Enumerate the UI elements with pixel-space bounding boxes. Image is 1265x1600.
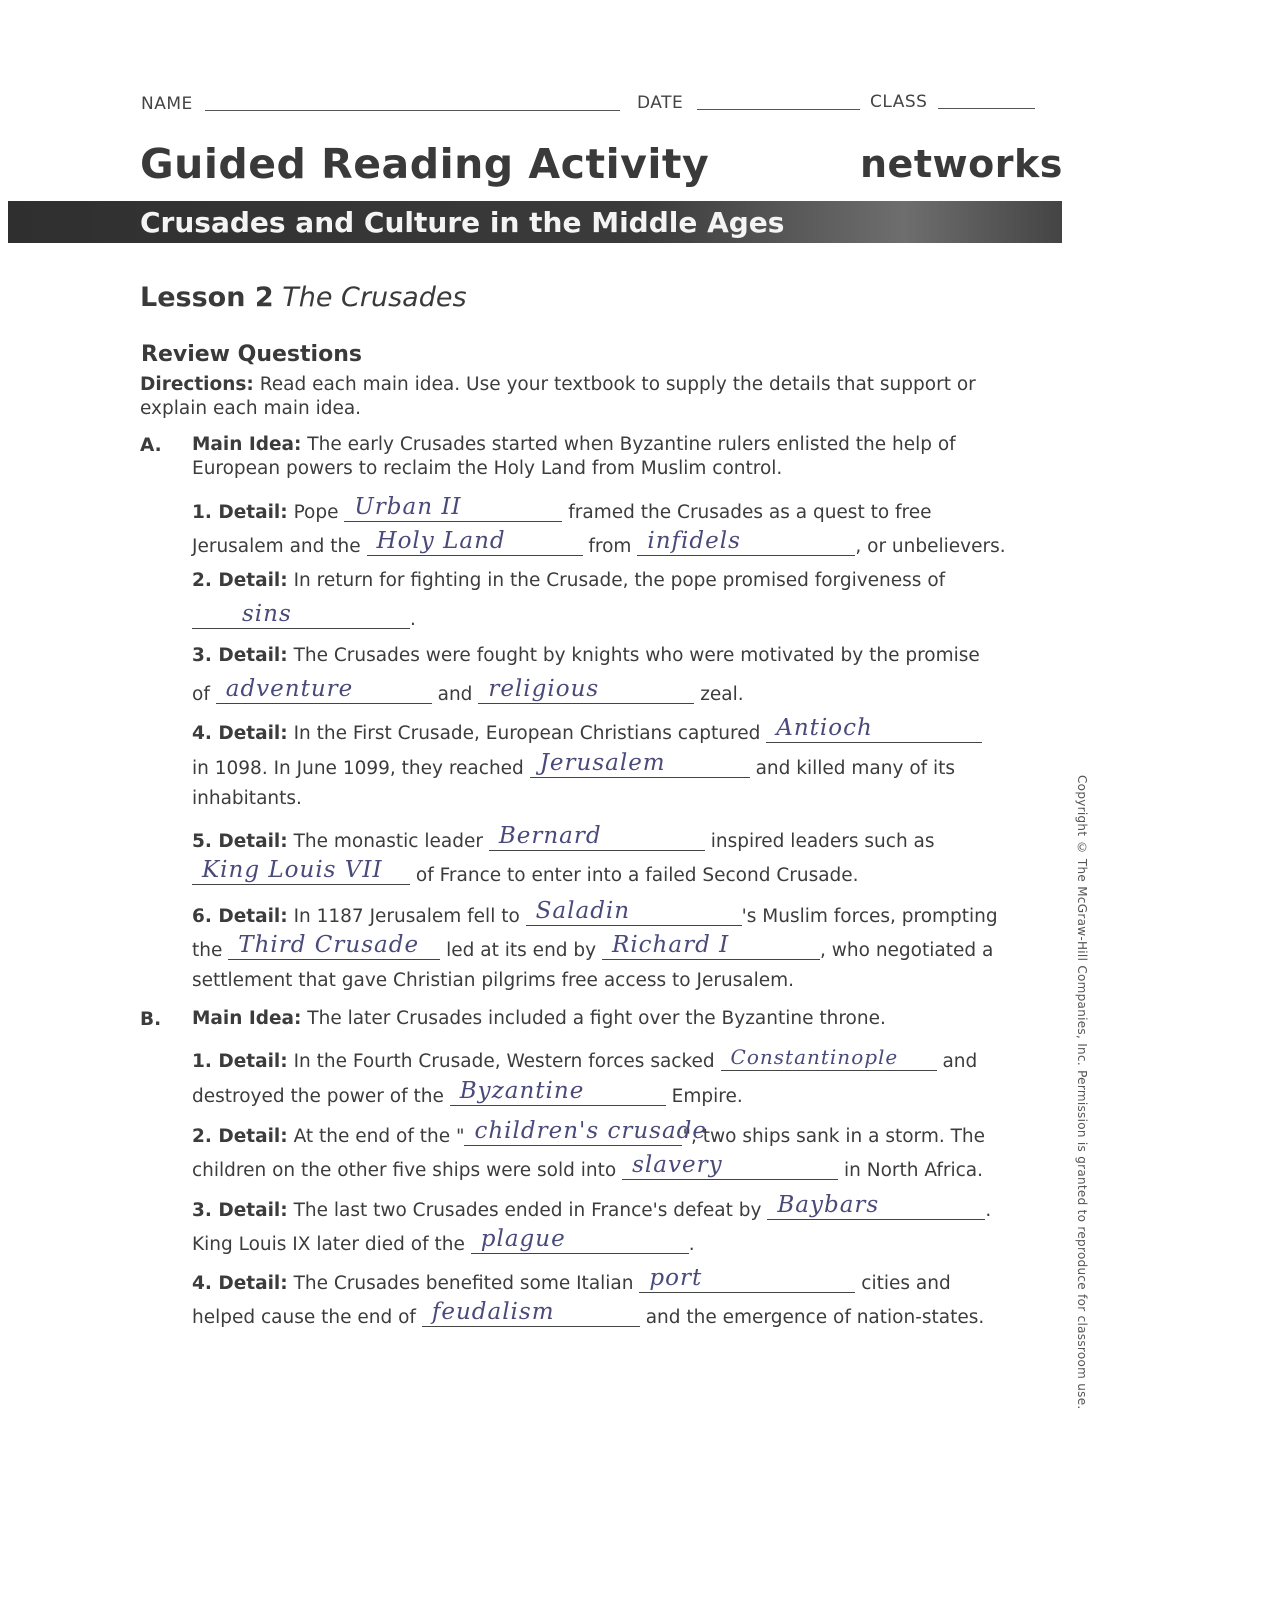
date-field[interactable]	[697, 109, 860, 110]
handwriting: Byzantine	[459, 1078, 585, 1104]
text: ", two ships sank in a storm. The	[682, 1126, 986, 1147]
text: The monastic leader	[293, 831, 483, 852]
directions-line2: explain each main idea.	[140, 398, 362, 419]
b4-answer2[interactable]	[422, 1299, 640, 1327]
text: in North Africa.	[843, 1160, 983, 1181]
class-field[interactable]	[938, 108, 1035, 109]
section-a-main-idea	[192, 434, 956, 455]
text: framed the Crusades as a quest to free	[568, 502, 932, 523]
text: zeal.	[700, 684, 744, 705]
handwriting: infidels	[647, 528, 741, 554]
handwriting: Antioch	[776, 715, 873, 741]
a6-answer1[interactable]	[526, 898, 742, 926]
num: 3.	[192, 1200, 212, 1221]
b3-answer2[interactable]	[471, 1226, 689, 1254]
b4-line1	[192, 1265, 951, 1294]
main-idea-label: Main Idea:	[192, 1008, 302, 1029]
name-label: NAME	[141, 94, 193, 114]
name-field[interactable]	[205, 110, 620, 111]
text: .	[410, 609, 416, 630]
text: King Louis IX later died of the	[192, 1234, 465, 1255]
text: and	[437, 684, 473, 705]
handwriting: Bernard	[498, 823, 602, 849]
handwriting: feudalism	[431, 1299, 555, 1325]
b1-line1	[192, 1046, 977, 1072]
a3-answer2[interactable]	[478, 676, 694, 704]
copyright-notice	[1075, 775, 1095, 1410]
text: the	[192, 940, 223, 961]
b4-answer1[interactable]	[639, 1265, 855, 1293]
detail-label: Detail:	[218, 723, 288, 744]
text: 's Muslim forces, prompting	[741, 906, 998, 927]
handwriting: Holy Land	[376, 528, 506, 554]
b1-answer1[interactable]	[721, 1046, 937, 1071]
handwriting: port	[649, 1265, 703, 1291]
detail-label: Detail:	[218, 906, 288, 927]
handwriting: Richard I	[612, 932, 730, 958]
page-title: Guided Reading Activity	[140, 140, 710, 188]
text: Empire.	[671, 1086, 743, 1107]
handwriting: Saladin	[535, 898, 631, 924]
text: in 1098. In June 1099, they reached	[192, 758, 524, 779]
a1-line2	[192, 528, 1006, 557]
text: The Crusades were fought by knights who were motivated by the promise	[293, 645, 980, 666]
text: In return for fighting in the Crusade, the pope promised forgiveness of	[293, 570, 946, 591]
a3-answer1[interactable]	[216, 676, 432, 704]
text: of France to enter into a failed Second Crusade.	[415, 865, 859, 886]
handwriting: children's crusade	[474, 1118, 707, 1144]
num: 5.	[192, 831, 212, 852]
a2-answer1[interactable]	[192, 601, 410, 629]
a6-answer3[interactable]	[602, 932, 820, 960]
text: , or unbelievers.	[855, 536, 1006, 557]
num: 2.	[192, 570, 212, 591]
text: and killed many of its	[755, 758, 956, 779]
a4-line1	[192, 715, 982, 744]
detail-label: Detail:	[218, 831, 288, 852]
letter: B.	[140, 1009, 162, 1030]
a5-answer2[interactable]	[192, 857, 410, 885]
b2-answer2[interactable]	[622, 1152, 838, 1180]
a4-answer2[interactable]	[530, 750, 750, 778]
detail-label: Detail:	[218, 645, 288, 666]
detail-label: Detail:	[218, 502, 288, 523]
handwriting: Urban II	[354, 494, 462, 520]
a2-line1	[192, 570, 945, 591]
text: At the end of the "	[293, 1126, 465, 1147]
num: 1.	[192, 502, 212, 523]
text: from	[588, 536, 632, 557]
banner-title: Crusades and Culture in the Middle Ages	[140, 206, 785, 239]
num: 4.	[192, 723, 212, 744]
directions-text: Read each main idea. Use your textbook to supply the details that support or	[259, 374, 976, 395]
text: The last two Crusades ended in France's defeat by	[293, 1200, 762, 1221]
detail-label: Detail:	[218, 1200, 288, 1221]
a5-line2	[192, 857, 859, 886]
num: 4.	[192, 1273, 212, 1294]
directions-line1	[140, 374, 976, 395]
a1-answer2[interactable]	[367, 528, 583, 556]
text: children on the other five ships were sold into	[192, 1160, 617, 1181]
b3-answer1[interactable]	[767, 1192, 985, 1220]
handwriting: slavery	[632, 1152, 723, 1178]
text: The Crusades benefited some Italian	[293, 1273, 634, 1294]
date-label: DATE	[637, 93, 684, 113]
a1-line1	[192, 494, 932, 523]
a4-answer1[interactable]	[766, 715, 982, 743]
text: In 1187 Jerusalem fell to	[293, 906, 520, 927]
text: and	[942, 1051, 978, 1072]
text: Pope	[293, 502, 339, 523]
a5-answer1[interactable]	[489, 823, 705, 851]
letter: A.	[140, 435, 162, 456]
a1-answer3[interactable]	[637, 528, 855, 556]
num: 1.	[192, 1051, 212, 1072]
text: inspired leaders such as	[710, 831, 935, 852]
b4-line2	[192, 1299, 985, 1328]
main-idea-text: The later Crusades included a fight over the Byzantine throne.	[307, 1008, 886, 1029]
a4-line2	[192, 750, 956, 779]
text: In the First Crusade, European Christians captured	[293, 723, 761, 744]
b1-answer2[interactable]	[450, 1078, 666, 1106]
text: helped cause the end of	[192, 1307, 416, 1328]
text: .	[985, 1200, 992, 1221]
main-idea-text: The early Crusades started when Byzantine rulers enlisted the help of	[307, 434, 956, 455]
b2-line2	[192, 1152, 983, 1181]
handwriting: Constantinople	[730, 1045, 899, 1069]
text: and the emergence of nation-states.	[645, 1307, 985, 1328]
text: led at its end by	[446, 940, 597, 961]
handwriting: Baybars	[777, 1192, 880, 1218]
b2-answer1[interactable]	[464, 1118, 707, 1146]
text: In the Fourth Crusade, Western forces sacked	[293, 1051, 715, 1072]
b3-line2	[192, 1226, 695, 1255]
handwriting: Third Crusade	[238, 932, 420, 958]
text: destroyed the power of the	[192, 1086, 444, 1107]
b1-line2	[192, 1078, 743, 1107]
a4-line3: inhabitants.	[192, 788, 302, 809]
directions-label: Directions:	[140, 374, 254, 395]
a3-line1	[192, 645, 980, 666]
detail-label: Detail:	[218, 570, 288, 591]
class-label: CLASS	[870, 92, 928, 112]
handwriting: sins	[242, 601, 292, 627]
lesson-heading	[140, 282, 467, 313]
detail-label: Detail:	[218, 1051, 288, 1072]
copyright-text: Copyright © The McGraw-Hill Companies, Inc. Permission is granted to reproduce for classroom use.	[1075, 775, 1089, 1410]
section-a-main-idea-line2: European powers to reclaim the Holy Land from Muslim control.	[192, 458, 783, 479]
text: cities and	[861, 1273, 951, 1294]
brand-logo: networks	[860, 142, 1063, 186]
text: .	[688, 1234, 695, 1255]
b2-line1	[192, 1118, 986, 1147]
num: 2.	[192, 1126, 212, 1147]
a6-line1	[192, 898, 998, 927]
lesson-name: The Crusades	[282, 282, 467, 313]
num: 6.	[192, 906, 212, 927]
a3-line2	[192, 676, 744, 705]
section-a-letter	[140, 435, 162, 456]
section-b-main-idea	[192, 1008, 886, 1029]
num: 3.	[192, 645, 212, 666]
a1-answer1[interactable]	[344, 494, 562, 522]
handwriting: Jerusalem	[539, 750, 666, 776]
a2-line2	[192, 601, 416, 630]
handwriting: religious	[488, 676, 600, 702]
main-idea-label: Main Idea:	[192, 434, 302, 455]
handwriting: adventure	[225, 676, 354, 702]
b3-line1	[192, 1192, 992, 1221]
text: Jerusalem and the	[192, 536, 361, 557]
text: of	[192, 684, 210, 705]
review-heading: Review Questions	[141, 342, 362, 367]
a5-line1	[192, 823, 935, 852]
a6-answer2[interactable]	[228, 932, 440, 960]
lesson-number: Lesson 2	[140, 282, 274, 313]
a6-line3: settlement that gave Christian pilgrims free access to Jerusalem.	[192, 970, 795, 991]
text: , who negotiated a	[820, 940, 994, 961]
handwriting: King Louis VII	[202, 857, 383, 883]
handwriting: plague	[480, 1226, 566, 1252]
a6-line2	[192, 932, 994, 961]
section-b-letter	[140, 1009, 161, 1030]
detail-label: Detail:	[218, 1273, 288, 1294]
detail-label: Detail:	[218, 1126, 288, 1147]
